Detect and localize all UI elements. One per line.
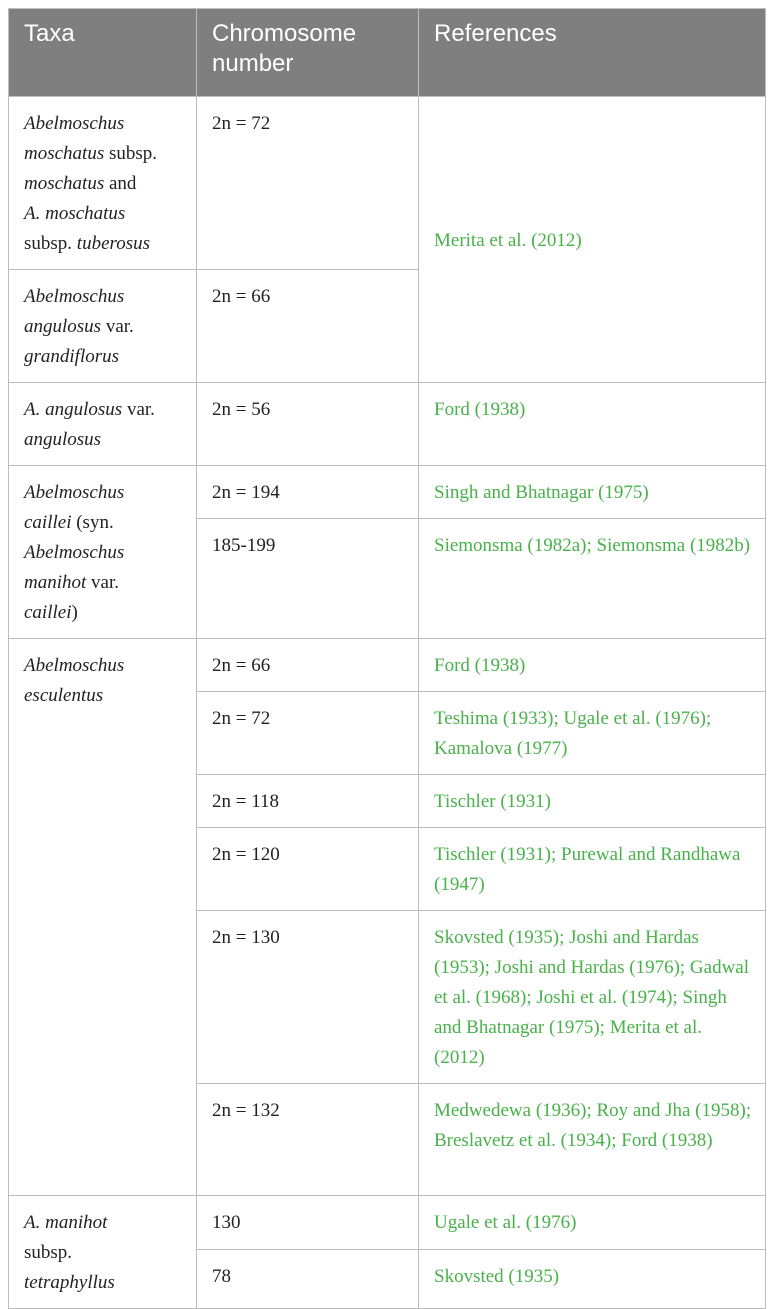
taxa-cell [9, 270, 197, 383]
chromosome-count: 78 [197, 1249, 419, 1308]
reference-link[interactable]: Ford (1938) [419, 383, 766, 466]
header-taxa: Taxa [9, 9, 197, 97]
reference-link[interactable]: Teshima (1933); Ugale et al. (1976); Kamalova (1977) [419, 692, 766, 775]
chromosome-count: 2n = 120 [197, 828, 419, 911]
header-references: References [419, 9, 766, 97]
taxa-text: ) [71, 602, 78, 623]
taxa-text: A. angulosus [24, 399, 123, 420]
header-chromosome-number: Chromosome number [197, 9, 419, 97]
taxa-text: Abelmoschus [24, 286, 125, 307]
reference-link[interactable]: Merita et al. (2012) [419, 97, 766, 383]
chromosome-count: 2n = 72 [197, 692, 419, 775]
table-row [9, 383, 766, 466]
chromosome-count: 2n = 130 [197, 911, 419, 1084]
taxa-text: var. [86, 572, 119, 593]
reference-link[interactable]: Siemonsma (1982a); Siemonsma (1982b) [419, 519, 766, 639]
chromosome-count: 2n = 66 [197, 639, 419, 692]
taxa-text: subsp. [104, 143, 158, 164]
taxa-text: subsp. [24, 1242, 73, 1263]
taxa-text: var. [101, 316, 134, 337]
taxa-text: A. moschatus [24, 203, 126, 224]
table-row [9, 466, 766, 519]
reference-link[interactable]: Tischler (1931); Purewal and Randhawa (1947) [419, 828, 766, 911]
taxa-text: and [104, 173, 137, 194]
reference-link[interactable]: Skovsted (1935) [419, 1249, 766, 1308]
taxa-cell [9, 383, 197, 466]
taxa-text: caillei [24, 602, 72, 623]
taxa-text: esculentus [24, 685, 104, 706]
taxa-text: angulosus [24, 429, 102, 450]
reference-link[interactable]: Singh and Bhatnagar (1975) [419, 466, 766, 519]
chromosome-count: 2n = 72 [197, 97, 419, 270]
taxa-text: caillei [24, 512, 72, 533]
reference-link[interactable]: Skovsted (1935); Joshi and Hardas (1953); Joshi and Hardas (1976); Gadwal et al. (1968); Joshi et al. (1974); Singh and Bhatnagar (1975); Merita et al. (2012) [419, 911, 766, 1084]
chromosome-count: 2n = 118 [197, 775, 419, 828]
taxa-text: Abelmoschus [24, 655, 125, 676]
taxa-text: tuberosus [76, 233, 150, 254]
taxa-text: subsp. [24, 233, 77, 254]
chromosome-table [8, 8, 766, 1309]
taxa-text: moschatus [24, 173, 105, 194]
table-row [9, 1196, 766, 1250]
taxa-text: grandiflorus [24, 346, 120, 367]
reference-link[interactable]: Ugale et al. (1976) [419, 1196, 766, 1250]
chromosome-count: 185-199 [197, 519, 419, 639]
taxa-cell [9, 639, 197, 1196]
header-row [9, 9, 766, 97]
chromosome-count: 130 [197, 1196, 419, 1250]
taxa-cell [9, 466, 197, 639]
chromosome-count: 2n = 194 [197, 466, 419, 519]
table-row [9, 639, 766, 692]
taxa-text: A. manihot [24, 1212, 108, 1233]
taxa-text: var. [122, 399, 155, 420]
reference-link[interactable]: Tischler (1931) [419, 775, 766, 828]
chromosome-count: 2n = 56 [197, 383, 419, 466]
taxa-cell [9, 1196, 197, 1309]
taxa-text: angulosus [24, 316, 102, 337]
chromosome-count: 2n = 132 [197, 1084, 419, 1196]
taxa-text: Abelmoschus [24, 482, 125, 503]
reference-link[interactable]: Ford (1938) [419, 639, 766, 692]
taxa-cell [9, 97, 197, 270]
taxa-text: Abelmoschus [24, 113, 125, 134]
reference-link[interactable]: Medwedewa (1936); Roy and Jha (1958); Breslavetz et al. (1934); Ford (1938) [419, 1084, 766, 1196]
chromosome-count: 2n = 66 [197, 270, 419, 383]
taxa-text: tetraphyllus [24, 1272, 115, 1293]
taxa-text: Abelmoschus [24, 542, 125, 563]
table-row [9, 97, 766, 270]
taxa-text: moschatus [24, 143, 105, 164]
taxa-text: (syn. [71, 512, 114, 533]
taxa-text: manihot [24, 572, 87, 593]
